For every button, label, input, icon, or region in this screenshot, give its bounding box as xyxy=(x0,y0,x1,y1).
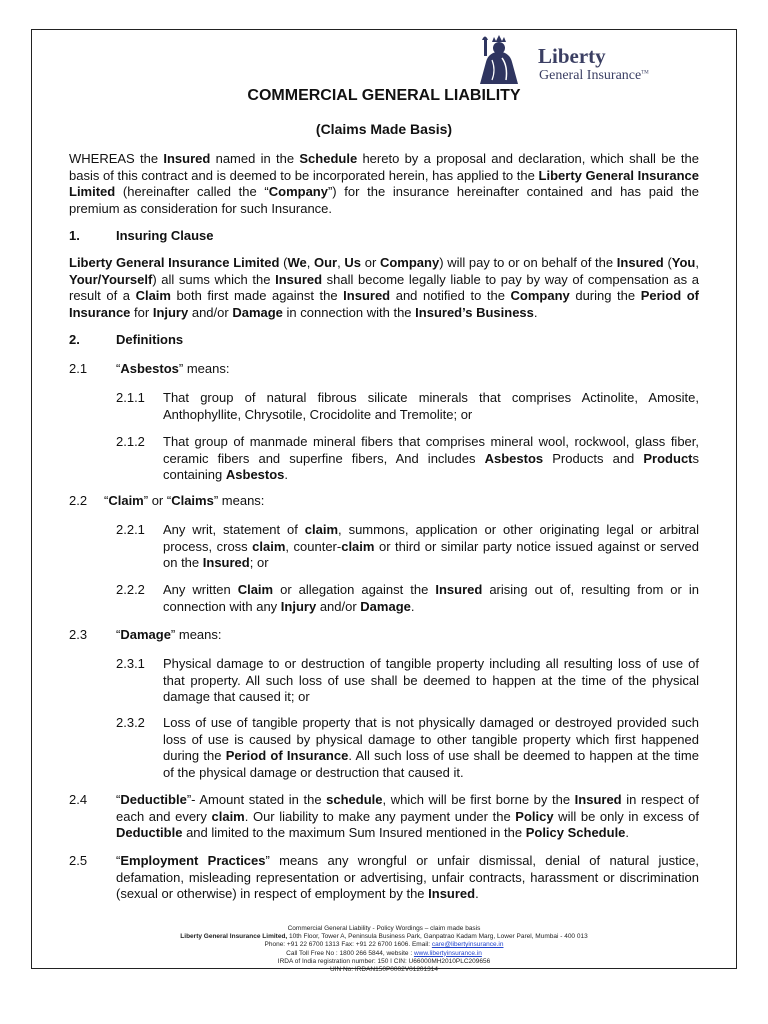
footer-uin: UIN No: IRDAN150P0002V01201314 xyxy=(329,966,439,974)
definition-2-1-2-number: 2.1.2 xyxy=(116,434,145,449)
definition-2-1-2-text: That group of manmade mineral fibers that comprises mineral wool, rockwool, glass fiber, ceramic fibers and superfine fibers, And includes Asbestos Products and Products containing Asbestos. xyxy=(163,434,700,482)
definition-2-1-heading: “Asbestos” means: xyxy=(116,361,230,376)
definition-2-2-2-number: 2.2.2 xyxy=(116,582,145,597)
definition-2-5-number: 2.5 xyxy=(69,853,88,868)
footer-email-link[interactable]: care@libertyinsurance.in xyxy=(431,941,504,949)
definition-2-3-1-number: 2.3.1 xyxy=(116,656,145,671)
definition-2-3-number: 2.3 xyxy=(69,627,88,642)
footer-address: Liberty General Insurance Limited, 10th Floor, Tower A, Peninsula Business Park, Ganpatrao Kadam Marg, Lower Parel, Mumbai - 400 013 xyxy=(180,933,588,941)
footer-tollfree: Call Toll Free No : 1800 266 5844, website : www.libertyinsurance.in xyxy=(286,949,482,957)
insuring-clause-paragraph: Liberty General Insurance Limited (We, Our, Us or Company) will pay to or on behalf of the Insured (You, Your/Yourself) all sums which the Insured shall become legally liable to pay by way of compensation as a result of a Claim both first made against the Insured and notified to the Company during the Period of Insurance for Injury and/or Damage in connection with the Insured’s Business. xyxy=(69,255,700,320)
statue-of-liberty-icon xyxy=(472,32,534,88)
definition-2-1-number: 2.1 xyxy=(69,361,88,376)
definition-2-2-number: 2.2 xyxy=(69,493,88,508)
footer-document-name: Commercial General Liability - Policy Wordings – claim made basis xyxy=(287,925,481,932)
definition-2-2-1-number: 2.2.1 xyxy=(116,522,145,537)
definition-2-2-heading: “Claim” or “Claims” means: xyxy=(104,493,265,508)
definition-2-2-2-text: Any written Claim or allegation against the Insured arising out of, resulting from or in connection with any Injury and/or Damage. xyxy=(163,582,699,614)
definition-2-1-1-number: 2.1.1 xyxy=(116,390,145,405)
footer-irda: IRDA of India registration number: 150 I CIN: U66000MH2010PLC209656 xyxy=(277,957,491,965)
logo-subtitle: General Insurance™ xyxy=(539,68,649,83)
document-subtitle: (Claims Made Basis) xyxy=(315,121,453,137)
company-logo xyxy=(472,32,702,88)
document-title: COMMERCIAL GENERAL LIABILITY xyxy=(247,87,521,104)
definition-2-3-1-text: Physical damage to or destruction of tangible property including all resulting loss of use of that property. All such loss of use shall be deemed to happen at the time of the physical damage that caused it; or xyxy=(163,656,699,704)
section-1-heading: Insuring Clause xyxy=(116,228,214,243)
definition-2-3-2-number: 2.3.2 xyxy=(116,715,145,730)
definition-2-1-1-text: That group of natural fibrous silicate minerals that comprises Actinolite, Amosite, Anthophyllite, Chrysotile, Crocidolite and Tremolite; or xyxy=(163,390,699,422)
definition-2-3-2-text: Loss of use of tangible property that is not physically damaged or destroyed provided such loss of use is caused by physical damage to other tangible property which first happened during the Period of Insurance. All such loss of use shall be deemed to happen at the time of the physical damage or destruction that caused it. xyxy=(163,715,699,780)
definition-2-5-text: “Employment Practices” means any wrongful or unfair dismissal, denial of natural justice, defamation, misleading representation or advertising, unfair contracts, harassment or discrimination (sexual or otherwise) in respect of employment by the Insured. xyxy=(116,853,699,901)
section-2-number: 2. xyxy=(69,332,80,347)
preamble-paragraph: WHEREAS the Insured named in the Schedule hereto by a proposal and declaration, which shall be the basis of this contract and is deemed to be incorporated herein, has applied to the Liberty General Insurance Limited (hereinafter called the “Company”) for the insurance hereinafter contained and has paid the premium as consideration for such Insurance. xyxy=(69,151,700,216)
definition-2-4-number: 2.4 xyxy=(69,792,88,807)
footer-website-link[interactable]: www.libertyinsurance.in xyxy=(413,949,482,957)
definition-2-4-text: “Deductible”- Amount stated in the schedule, which will be first borne by the Insured in respect of each and every claim. Our liability to make any payment under the Policy will be only in excess of Deductible and limited to the maximum Sum Insured mentioned in the Policy Schedule. xyxy=(116,792,700,840)
page-footer xyxy=(0,925,768,974)
section-2-heading: Definitions xyxy=(116,332,184,347)
footer-contact: Phone: +91 22 6700 1313 Fax: +91 22 6700 1606. Email: care@libertyinsurance.in xyxy=(264,941,504,949)
section-1-number: 1. xyxy=(69,228,80,243)
definition-2-3-heading: “Damage” means: xyxy=(116,627,222,642)
definition-2-2-1-text: Any writ, statement of claim, summons, application or other originating legal or arbitral process, cross claim, counter-claim or third or similar party notice issued against or served on the Insured; or xyxy=(163,522,699,570)
logo-name: Liberty xyxy=(538,44,606,68)
